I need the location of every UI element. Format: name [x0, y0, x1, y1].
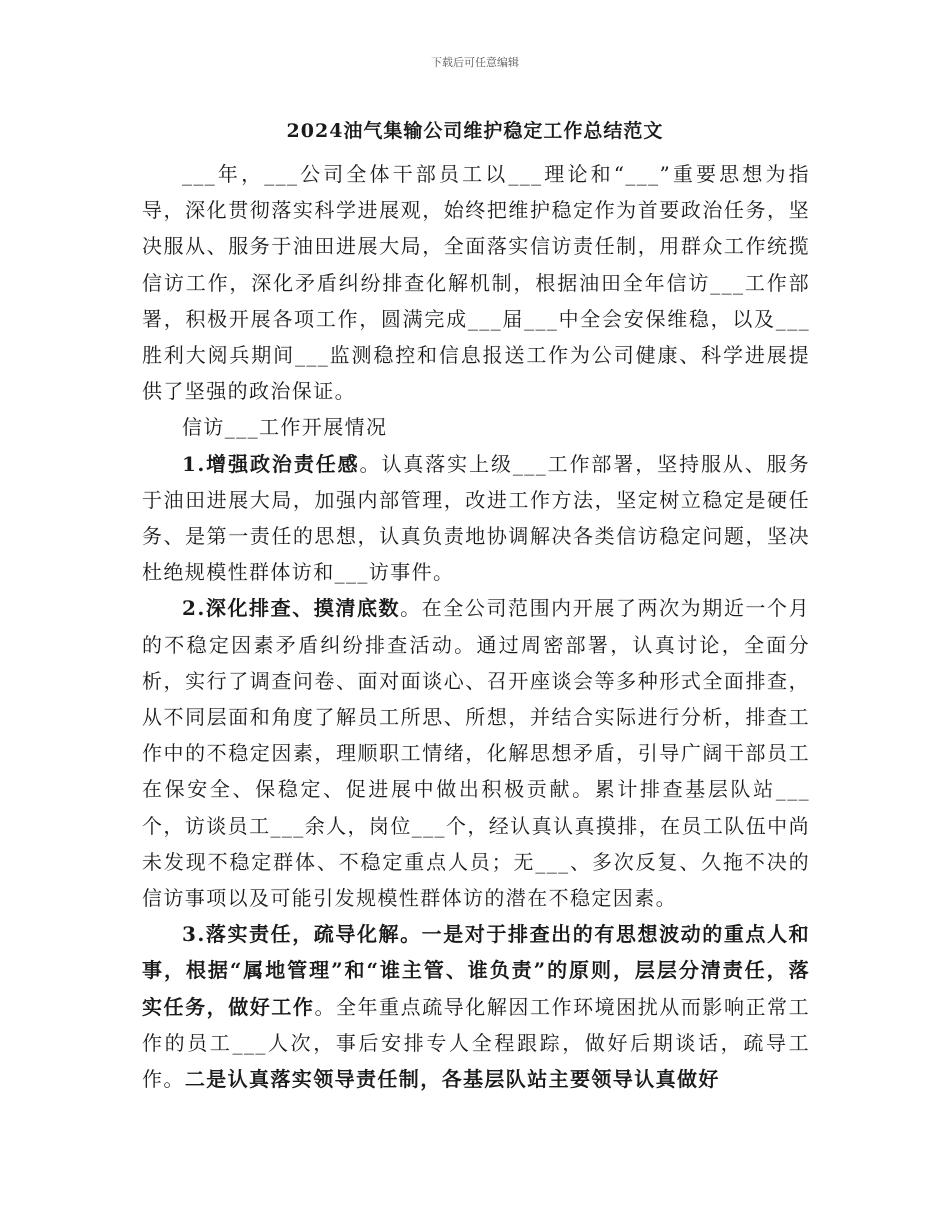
item-1-heading: 1.增强政治责任感 — [182, 451, 360, 476]
document-body — [142, 156, 810, 1097]
item-2-body: 。在全公司范围内开展了两次为期近一个月的不稳定因素矛盾纠纷排查活动。通过周密部署，认真讨论，全面分析，实行了调查问卷、面对面谈心、召开座谈会等多种形式全面排查，从不同层面和角度了解员工所思、所想，并结合实际进行分析，排查工作中的不稳定因素，理顺职工情绪，化解思想矛盾，引导广阔干部员工在保安全、保稳定、促进展中做出积极贡献。累计排查基层队站___个，访谈员工___余人，岗位___个，经认真认真摸排，在员工队伍中尚未发现不稳定群体、不稳定重点人员；无___、多次反复、久拖不决的信访事项以及可能引发规模性群体访的潜在不稳定因素。 — [142, 596, 810, 911]
item-3-body: 。全年重点疏导化解因工作环境困扰从而影响正常工作的员工___人次，事后安排专人全程跟踪，做好后期谈话，疏导工作。 — [142, 994, 811, 1092]
intro-paragraph: ___年，___公司全体干部员工以___理论和“___”重要思想为指导，深化贯彻落实科学进展观，始终把维护稳定作为首要政治任务，坚决服从、服务于油田进展大局，全面落实信访责任制，用群众工作统揽信访工作，深化矛盾纠纷排查化解机制，根据油田全年信访___工作部署，积极开展各项工作，圆满完成___届___中全会安保维稳，以及___胜利大阅兵期间___监测稳控和信息报送工作为公司健康、科学进展提供了坚强的政治保证。 — [142, 162, 810, 404]
item-1-paragraph — [142, 446, 810, 591]
section-heading: 信访___工作开展情况 — [182, 415, 388, 440]
document-title: 2024油气集输公司维护稳定工作总结范文 — [286, 120, 664, 142]
item-2-heading: 2.深化排查、摸清底数 — [182, 596, 401, 621]
header-note: 下载后可任意编辑 — [431, 56, 519, 69]
item-3-heading: 3.落实责任，疏导化解。一是对于排查出的有思想波动的重点人和事，根据“属地管理”和“谁主管、谁负责”的原则，层层分清责任，落实任务，做好工作 — [142, 922, 810, 1019]
item-3-tail: 二是认真落实领导责任制，各基层队站主要领导认真做好 — [184, 1067, 720, 1092]
item-2-paragraph — [142, 590, 810, 916]
item-3-paragraph — [142, 916, 810, 1097]
item-1-body: 。认真落实上级___工作部署，坚持服从、服务于油田进展大局，加强内部管理，改进工作方法，坚定树立稳定是硬任务、是第一责任的思想，认真负责地协调解决各类信访稳定问题，坚决杜绝规模性群体访和___访事件。 — [142, 451, 810, 585]
